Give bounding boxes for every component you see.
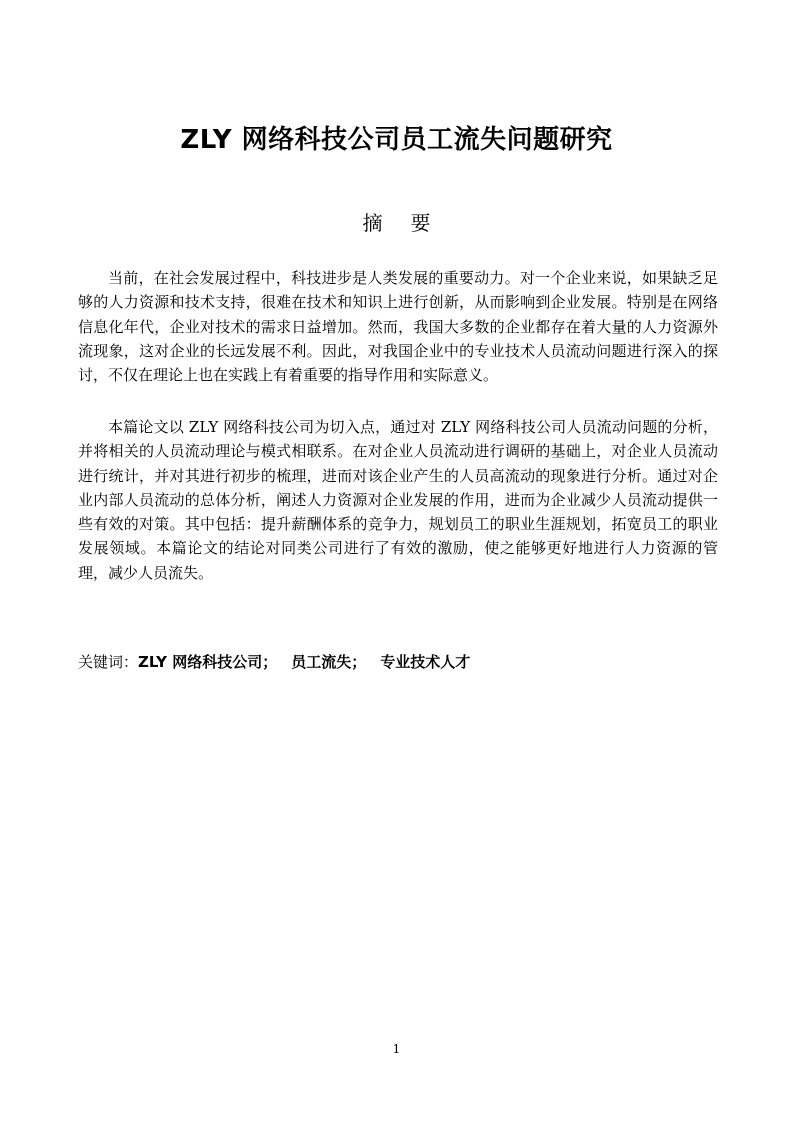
keyword-3: 专业技术人才 bbox=[380, 653, 471, 671]
keyword-1: ZLY 网络科技公司； bbox=[138, 653, 278, 671]
page-number: 1 bbox=[392, 1042, 401, 1056]
abstract-heading: 摘要 bbox=[362, 211, 459, 235]
document-title: ZLY 网络科技公司员工流失问题研究 bbox=[180, 125, 613, 155]
abstract-paragraph-2: 本篇论文以 ZLY 网络科技公司为切入点，通过对 ZLY 网络科技公司人员流动问题的分析，并将相关的人员流动理论与模式相联系。在对企业人员流动进行调研的基础上，对企业人员流动进行统计，并对其进行初步的梳理，进而对该企业产生的人员高流动的现象进行分析。通过对企业内部人员流动的总体分析，阐述人力资源对企业发展的作用，进而为企业减少人员流动提供一些有效的对策。其中包括：提升薪酬体系的竞争力，规划员工的职业生涯规划，拓宽员工的职业发展领域。本篇论文的结论对同类公司进行了有效的激励，使之能够更好地进行人力资源的管理，减少人员流失。 bbox=[78, 418, 718, 582]
abstract-paragraph-1: 当前，在社会发展过程中，科技进步是人类发展的重要动力。对一个企业来说，如果缺乏足够的人力资源和技术支持，很难在技术和知识上进行创新，从而影响到企业发展。特别是在网络信息化年代，企业对技术的需求日益增加。然而，我国大多数的企业都存在着大量的人力资源外流现象，这对企业的长远发展不利。因此，对我国企业中的专业技术人员流动问题进行深入的探讨，不仅在理论上也在实践上有着重要的指导作用和实际意义。 bbox=[78, 269, 718, 385]
keyword-2: 员工流失； bbox=[291, 653, 367, 671]
keywords-label: 关键词： bbox=[78, 653, 139, 671]
keywords-line bbox=[78, 650, 718, 674]
